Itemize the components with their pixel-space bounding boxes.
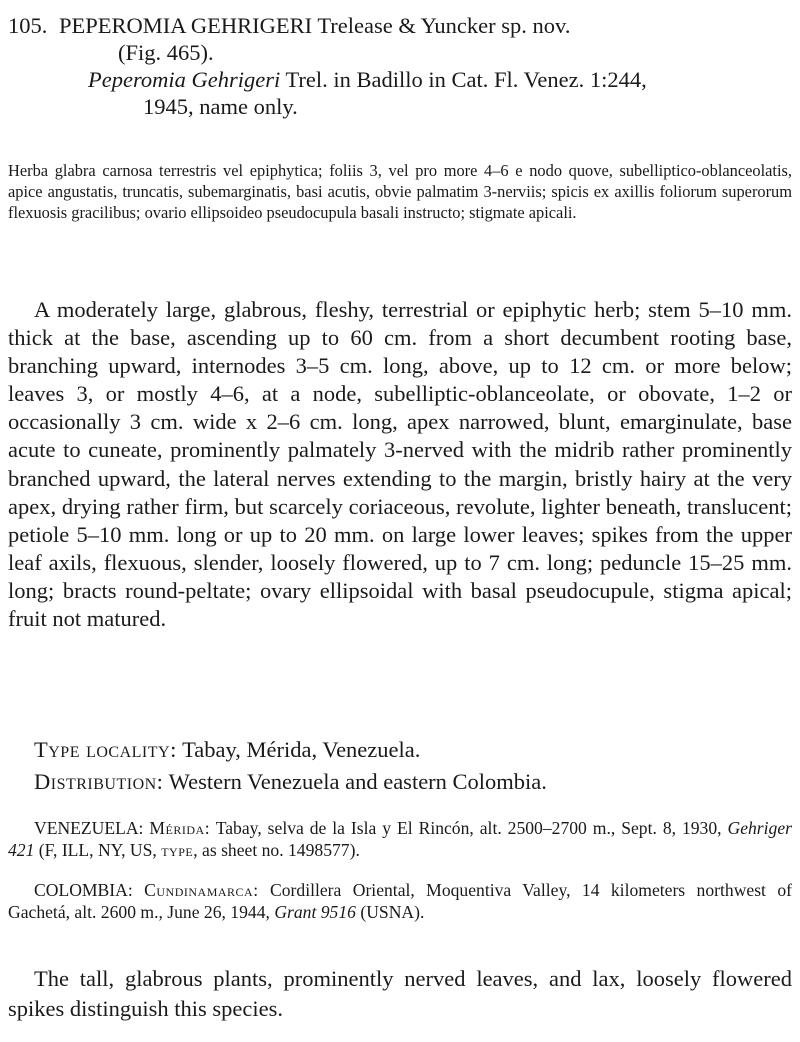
specimen-collector: Gehriger 421 (8, 818, 792, 860)
synonym-citation: Trel. in Badillo in Cat. Fl. Venez. 1:244, (285, 67, 647, 92)
heading-line-3 (8, 66, 792, 93)
specimen-type-word: type (161, 839, 194, 860)
specimen-collector: Grant 9516 (274, 901, 356, 922)
synonym-note: 1945, name only. (143, 94, 298, 119)
specimen-sheet: , as sheet no. 1498577). (193, 839, 360, 860)
closing-paragraph: The tall, glabrous plants, prominently nerved leaves, and lax, loosely flowered spikes distinguish this species. (8, 966, 792, 1021)
heading-line-4 (8, 93, 792, 120)
figure-reference: (Fig. 465). (118, 40, 214, 65)
distribution-value: Western Venezuela and eastern Colombia. (168, 769, 547, 794)
specimen-venezuela (8, 818, 792, 861)
type-info (34, 734, 794, 798)
specimen-locality: Tabay, selva de la Isla y El Rincón, alt. 2500–2700 m., Sept. 8, 1930, (215, 818, 722, 838)
species-heading (8, 12, 792, 120)
heading-line-1 (8, 12, 792, 39)
specimen-herbaria: (F, ILL, NY, US, (38, 839, 157, 860)
specimen-state: Mérida: (149, 818, 211, 838)
distribution (34, 766, 794, 798)
type-locality (34, 734, 794, 766)
type-locality-value: Tabay, Mérida, Venezuela. (182, 737, 421, 762)
closing-note (8, 964, 792, 1024)
synonym-name: Peperomia Gehrigeri (88, 67, 281, 92)
species-number: 105. (8, 13, 48, 38)
heading-line-2 (8, 39, 792, 66)
distribution-label: Distribution: (34, 769, 164, 794)
specimen-country: COLOMBIA: (34, 880, 133, 900)
description-paragraph: A moderately large, glabrous, fleshy, terrestrial or epiphytic herb; stem 5–10 mm. thick at the base, ascending up to 60 cm. from a short decumbent rooting base, branching upward, internodes 3–5 cm. long, above, up to 12 cm. or more below; leaves 3, or mostly 4–6, at a node, subelliptic-oblanceolate, or obovate, 1–2 or occasionally 3 cm. wide x 2–6 cm. long, apex narrowed, blunt, emarginulate, base acute to cuneate, prominently palmately 3-nerved with the midrib rather prominently branched upward, the lateral nerves extending to the margin, bristly hairy at the very apex, drying rather firm, but scarcely coriaceous, revolute, lighter beneath, translucent; petiole 5–10 mm. long or up to 20 mm. on large lower leaves; spikes from the upper leaf axils, flexuous, slender, loosely flowered, up to 7 cm. long; peduncle 15–25 mm. long; bracts round-peltate; ovary ellipsoidal with basal pseudocupule, stigma apical; fruit not matured. (8, 297, 792, 632)
latin-diagnosis: Herba glabra carnosa terrestris vel epiphytica; foliis 3, vel pro more 4–6 e nodo quove, subelliptico-oblanceolatis, apice angustatis, truncatis, subemarginatis, basi acutis, obvie palmatim 3-nerviis; spicis ex axillis foliorum superorum flexuosis gracilibus; ovario ellipsoideo pseudocupula basali instructo; stigmate apicali. (8, 161, 792, 223)
species-authority: Trelease & Yuncker sp. nov. (317, 13, 571, 38)
species-description (8, 296, 792, 633)
specimen-colombia (8, 880, 792, 923)
type-locality-label: Type locality: (34, 737, 177, 762)
specimen-paragraph (8, 880, 792, 923)
species-name: PEPEROMIA GEHRIGERI (59, 13, 313, 38)
specimen-country: VENEZUELA: (34, 818, 144, 838)
specimen-paragraph (8, 818, 792, 861)
specimen-locality: Cordillera Oriental, Moquentiva Valley, 14 kilometers northwest of Gachetá, alt. 2600 m., June 26, 1944, (8, 880, 792, 922)
specimen-state: Cundinamarca: (144, 880, 259, 900)
specimen-herbaria: (USNA). (360, 901, 425, 922)
